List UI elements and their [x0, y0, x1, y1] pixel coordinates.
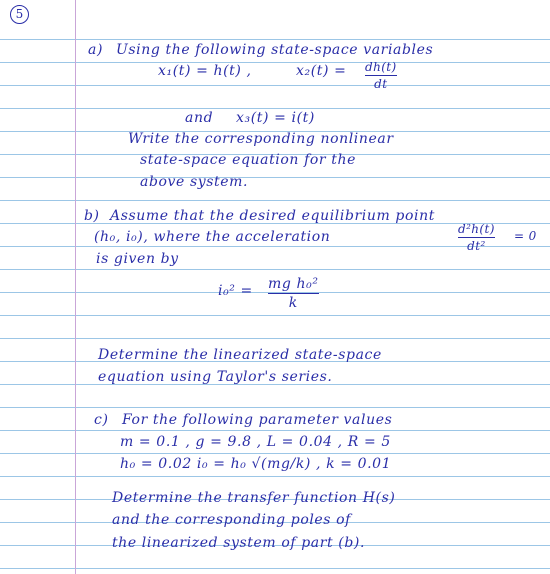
x2-denominator: dt [374, 77, 388, 91]
part-c-line1: For the following parameter values [122, 412, 393, 428]
part-a-write: Write the corresponding nonlinear [128, 131, 394, 147]
part-c-params2: h₀ = 0.02 i₀ = h₀ √(mg/k) , k = 0.01 [120, 456, 392, 472]
part-c-line3: and the corresponding poles of [112, 512, 351, 528]
part-b-eq-fraction [268, 276, 319, 311]
part-b-accel-fraction [458, 222, 495, 253]
part-b-label: b) [84, 208, 100, 224]
part-a-x2-left: x₂(t) = [296, 63, 347, 79]
eq-numerator: mg h₀² [268, 276, 319, 292]
part-b-line1: Assume that the desired equilibrium point [110, 208, 435, 224]
part-a-x1: x₁(t) = h(t) , [158, 63, 252, 79]
accel-numerator: d²h(t) [458, 222, 495, 236]
part-b-eq-left: i₀² = [218, 283, 253, 299]
accel-fraction-bar [458, 237, 495, 238]
problem-number: 5 [10, 5, 29, 24]
part-b-line4: Determine the linearized state-space [98, 347, 382, 363]
part-a-x2-fraction [365, 60, 397, 91]
eq-denominator: k [288, 295, 298, 311]
x2-fraction-bar [365, 75, 397, 76]
part-a-line1: Using the following state-space variables [116, 42, 434, 58]
part-b-line2: (h₀, i₀), where the acceleration [94, 229, 331, 245]
part-c-label: c) [94, 412, 109, 428]
part-a-and: and [185, 110, 214, 126]
part-c-line2: Determine the transfer function H(s) [112, 490, 396, 506]
part-c-params1: m = 0.1 , g = 9.8 , L = 0.04 , R = 5 [120, 434, 391, 450]
part-a-state: state-space equation for the [140, 152, 356, 168]
x2-numerator: dh(t) [365, 60, 397, 74]
part-b-accel-eq: = 0 [514, 229, 537, 243]
eq-fraction-bar [268, 293, 319, 294]
part-b-line5: equation using Taylor's series. [98, 369, 333, 385]
accel-denominator: dt² [467, 239, 486, 253]
part-a-label: a) [88, 42, 104, 58]
part-b-line3: is given by [96, 251, 179, 267]
part-a-above: above system. [140, 174, 249, 190]
part-a-x3: x₃(t) = i(t) [236, 110, 315, 126]
part-c-line4: the linearized system of part (b). [112, 535, 366, 551]
